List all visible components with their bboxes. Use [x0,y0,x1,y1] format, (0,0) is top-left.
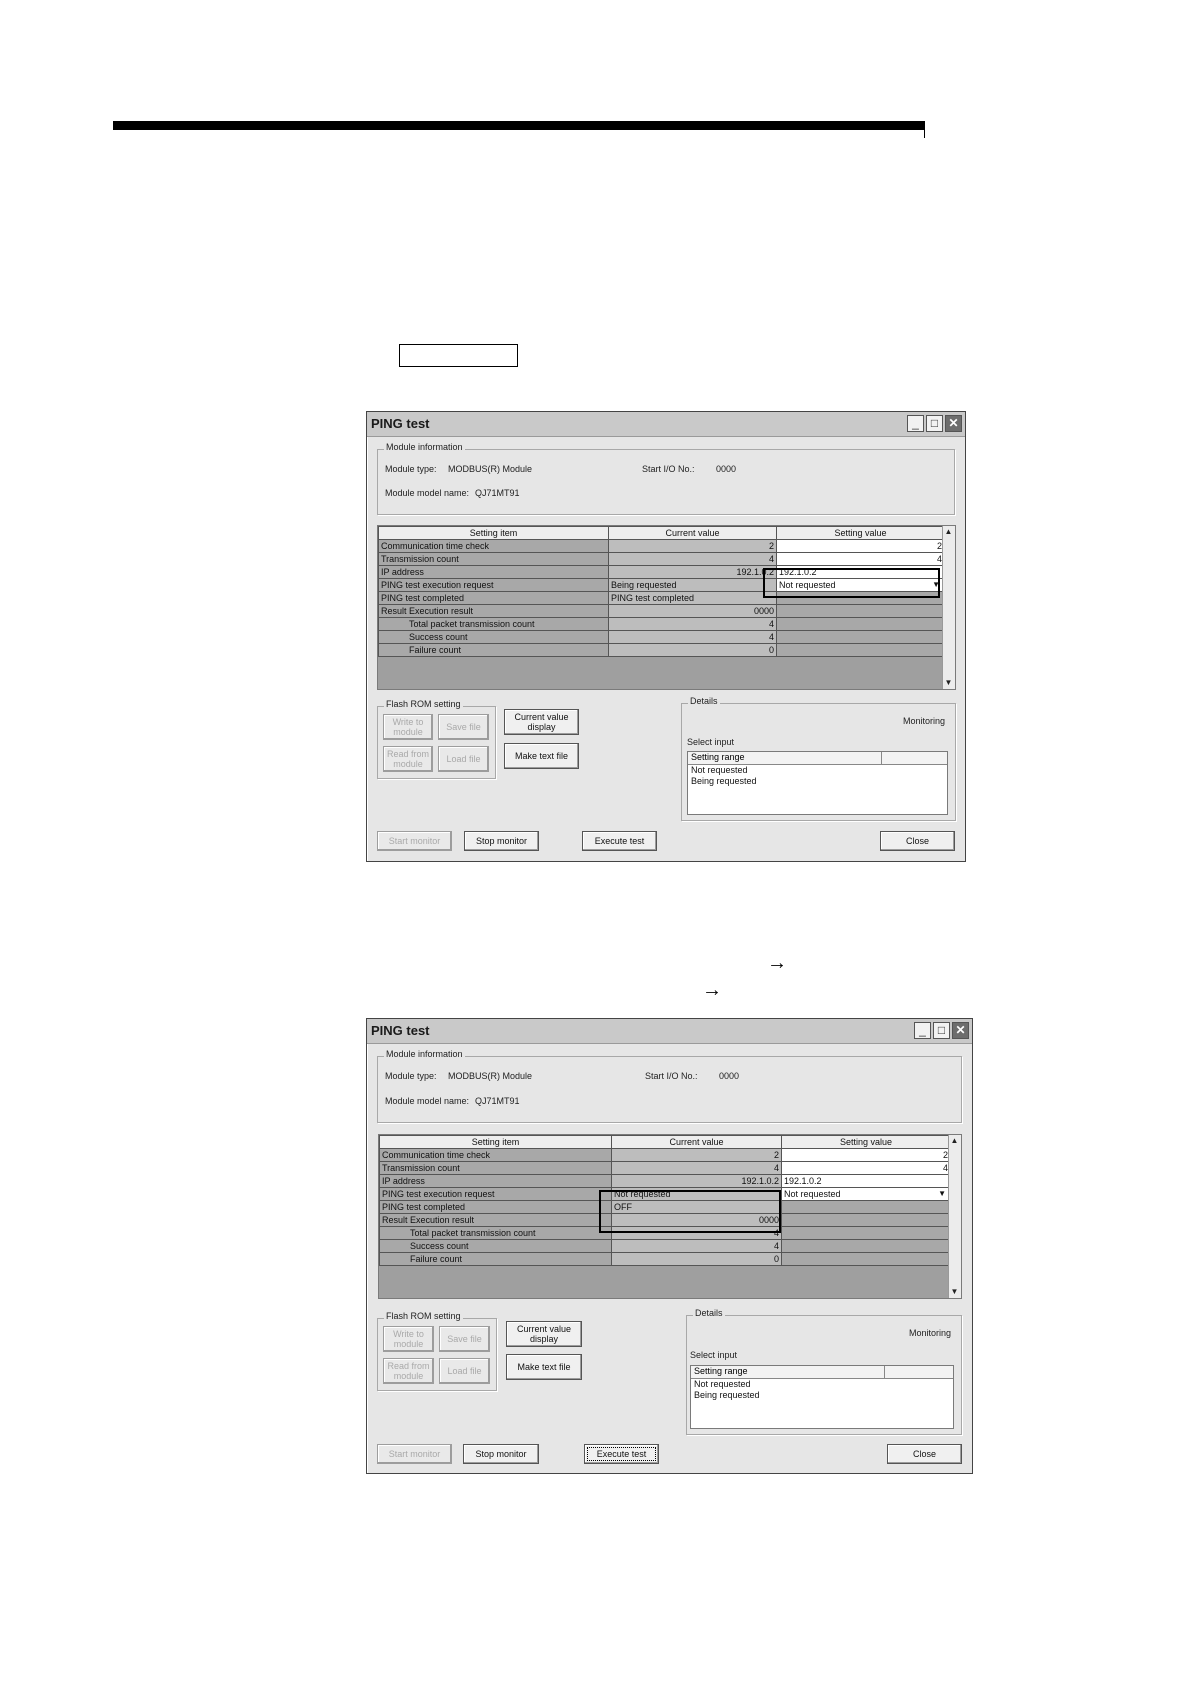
flash-rom-group [377,1311,497,1391]
setting-value [777,592,945,605]
current-value: 4 [609,553,777,566]
read-from-module-button[interactable]: Read from module [383,746,433,772]
setting-value [782,1240,951,1253]
window-title: PING test [371,416,430,431]
setting-item: Transmission count [379,553,609,566]
current-value: Not requested [612,1188,782,1201]
arrow-icon: → [702,979,722,1001]
setting-item: Success count [380,1240,612,1253]
setting-value-input[interactable]: 2 [777,540,945,553]
current-value: PING test completed [609,592,777,605]
setting-item: PING test completed [380,1201,612,1214]
module-type-label: Module type: [385,1071,437,1081]
chevron-down-icon[interactable]: ▼ [932,580,940,589]
start-io-value: 0000 [716,464,737,474]
save-file-button[interactable]: Save file [438,714,489,740]
table-row [380,1149,951,1162]
current-value: 4 [612,1162,782,1175]
table-row [379,644,945,657]
chevron-down-icon[interactable]: ▼ [938,1189,946,1198]
current-value: 4 [609,631,777,644]
header-rule-tick [924,130,925,138]
setting-value [777,631,945,644]
current-value: Being requested [609,579,777,592]
status-text: Monitoring [902,716,945,726]
setting-item: PING test execution request [379,579,609,592]
group-legend: Details [690,696,718,706]
dropdown-value: Not requested [779,580,836,590]
current-value: 192.1.0.2 [612,1175,782,1188]
group-legend: Module information [386,442,463,452]
module-information-group [377,1049,962,1123]
setting-value-input[interactable]: 2 [782,1149,951,1162]
status-text: Monitoring [908,1328,951,1338]
current-value: OFF [612,1201,782,1214]
table-row [379,540,945,553]
setting-value [782,1253,951,1266]
start-io-value: 0000 [719,1071,740,1081]
setting-item: IP address [380,1175,612,1188]
setting-item: Failure count [380,1253,612,1266]
maximize-icon[interactable]: □ [933,1022,950,1039]
header-rule [113,121,925,130]
make-text-file-button[interactable]: Make text file [504,743,579,769]
current-value-display-button[interactable]: Current value display [506,1321,582,1347]
setting-value-input[interactable]: 192.1.0.2 [782,1175,951,1188]
module-model-value: QJ71MT91 [475,488,520,498]
current-value: 0 [609,644,777,657]
stop-monitor-button[interactable]: Stop monitor [464,831,539,851]
table-row [379,553,945,566]
table-row [379,566,945,579]
write-to-module-button[interactable]: Write to module [383,714,433,740]
ping-request-dropdown[interactable] [777,579,945,592]
table-row [380,1214,951,1227]
close-icon[interactable]: ✕ [952,1022,969,1039]
setting-item: Communication time check [380,1149,612,1162]
module-type-label: Module type: [385,464,437,474]
setting-range-header: Setting range [694,1366,885,1378]
module-model-label: Module model name: [385,1096,470,1106]
reference-box [399,344,518,367]
settings-grid [377,525,956,690]
setting-range-header: Setting range [691,752,882,764]
setting-item: Total packet transmission count [379,618,609,631]
setting-item: Result Execution result [379,605,609,618]
grid-scrollbar[interactable] [942,526,955,689]
setting-range-list[interactable] [690,1365,954,1429]
scroll-up-icon[interactable]: ▲ [944,527,953,536]
current-value: 4 [612,1227,782,1240]
setting-item: PING test completed [379,592,609,605]
title-bar [367,1019,972,1044]
setting-item: Failure count [379,644,609,657]
grid-scrollbar[interactable] [948,1135,961,1298]
execute-test-button[interactable]: Execute test [584,1444,659,1464]
save-file-button[interactable]: Save file [439,1326,490,1352]
current-value: 0000 [609,605,777,618]
select-input-label: Select input [690,1350,738,1360]
table-row [379,592,945,605]
table-row [380,1240,951,1253]
setting-value [777,618,945,631]
table-row [380,1175,951,1188]
select-input-label: Select input [687,737,735,747]
dropdown-value: Not requested [784,1189,841,1199]
load-file-button[interactable]: Load file [438,746,489,772]
header-current-value: Current value [612,1136,782,1149]
scroll-down-icon[interactable]: ▼ [944,678,953,687]
setting-item: Result Execution result [380,1214,612,1227]
minimize-icon[interactable]: _ [907,415,924,432]
flash-rom-group [377,699,496,779]
window-title: PING test [371,1023,430,1038]
details-group [686,1308,962,1435]
table-row [380,1253,951,1266]
scroll-up-icon[interactable]: ▲ [950,1136,959,1145]
start-monitor-button[interactable]: Start monitor [377,831,452,851]
start-io-label: Start I/O No.: [642,464,695,474]
setting-item: Total packet transmission count [380,1227,612,1240]
close-button[interactable]: Close [880,831,955,851]
setting-value [782,1214,951,1227]
header-setting-item: Setting item [380,1136,612,1149]
settings-grid [378,1134,962,1299]
start-monitor-button[interactable]: Start monitor [377,1444,452,1464]
current-value: 2 [609,540,777,553]
header-setting-value: Setting value [777,527,945,540]
table-row [380,1227,951,1240]
group-legend: Module information [386,1049,463,1059]
make-text-file-button[interactable]: Make text file [506,1354,582,1380]
setting-value [777,644,945,657]
arrow-icon: → [767,952,787,974]
module-information-group [377,442,955,515]
setting-item: Communication time check [379,540,609,553]
setting-value-input[interactable]: 4 [777,553,945,566]
setting-item: Transmission count [380,1162,612,1175]
title-bar [367,412,965,437]
header-current-value: Current value [609,527,777,540]
ping-test-window-after [366,1018,973,1474]
group-legend: Flash ROM setting [386,1311,461,1321]
list-item[interactable]: Being requested [694,1390,760,1400]
execute-test-button[interactable]: Execute test [582,831,657,851]
minimize-icon[interactable]: _ [914,1022,931,1039]
current-value-display-button[interactable]: Current value display [504,709,579,735]
list-item[interactable]: Not requested [691,765,748,775]
table-row [379,631,945,644]
current-value: 4 [612,1240,782,1253]
scroll-down-icon[interactable]: ▼ [950,1287,959,1296]
module-model-value: QJ71MT91 [475,1096,520,1106]
list-item[interactable]: Being requested [691,776,757,786]
ping-test-window-before [366,411,966,862]
header-setting-item: Setting item [379,527,609,540]
close-icon[interactable]: ✕ [945,415,962,432]
current-value: 4 [609,618,777,631]
table-row [379,605,945,618]
current-value: 192.1.0.2 [609,566,777,579]
close-button[interactable]: Close [887,1444,962,1464]
table-row [379,579,945,592]
list-item[interactable]: Not requested [694,1379,751,1389]
load-file-button[interactable]: Load file [439,1358,490,1384]
setting-item: Success count [379,631,609,644]
setting-item: IP address [379,566,609,579]
read-from-module-button[interactable]: Read from module [383,1358,434,1384]
details-group [681,696,956,821]
header-setting-value: Setting value [782,1136,951,1149]
setting-item: PING test execution request [380,1188,612,1201]
table-row [380,1188,951,1201]
setting-range-list[interactable] [687,751,948,815]
ping-request-dropdown[interactable] [782,1188,951,1201]
group-legend: Flash ROM setting [386,699,461,709]
maximize-icon[interactable]: □ [926,415,943,432]
module-type-value: MODBUS(R) Module [448,464,533,474]
table-row [380,1162,951,1175]
write-to-module-button[interactable]: Write to module [383,1326,434,1352]
start-io-label: Start I/O No.: [645,1071,698,1081]
current-value: 0000 [612,1214,782,1227]
module-model-label: Module model name: [385,488,470,498]
setting-value [782,1227,951,1240]
setting-value-input[interactable]: 4 [782,1162,951,1175]
setting-value [782,1201,951,1214]
current-value: 2 [612,1149,782,1162]
table-row [379,618,945,631]
setting-value-input[interactable]: 192.1.0.2 [777,566,945,579]
setting-value [777,605,945,618]
module-type-value: MODBUS(R) Module [448,1071,533,1081]
table-row [380,1201,951,1214]
group-legend: Details [695,1308,723,1318]
stop-monitor-button[interactable]: Stop monitor [463,1444,539,1464]
current-value: 0 [612,1253,782,1266]
